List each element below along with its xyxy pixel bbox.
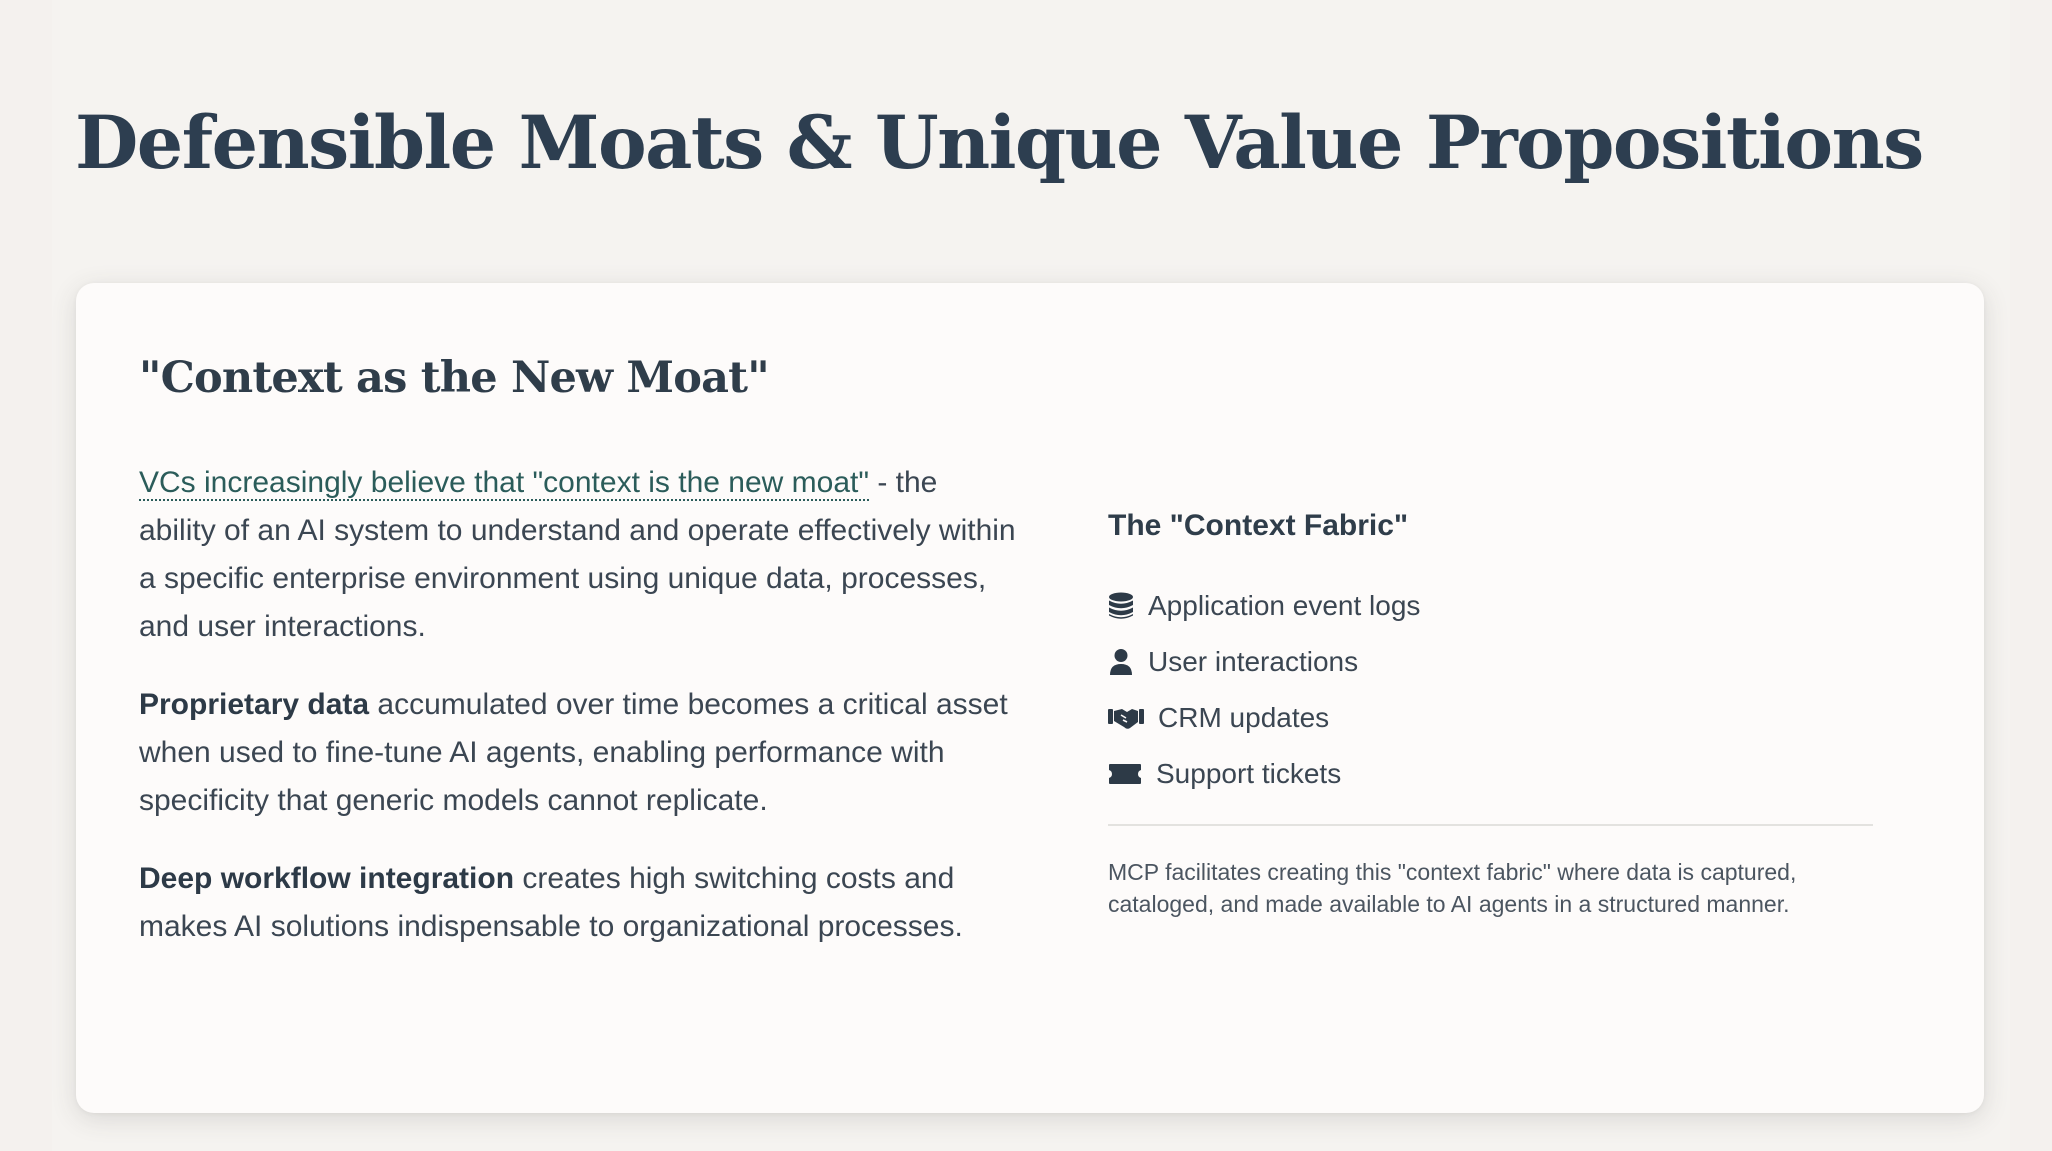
workflow-integration-paragraph bbox=[139, 855, 1019, 951]
card-title: "Context as the New Moat" bbox=[139, 353, 769, 403]
context-fabric-list bbox=[1108, 578, 1873, 802]
list-item bbox=[1108, 578, 1873, 634]
context-paragraph bbox=[139, 459, 1019, 651]
workflow-integration-text: creates high switching costs and makes AI solutions indispensable to organizational processes. bbox=[139, 862, 963, 943]
page-title: Defensible Moats & Unique Value Propositions bbox=[75, 100, 1923, 186]
handshake-icon bbox=[1108, 706, 1144, 730]
proprietary-data-paragraph bbox=[139, 681, 1019, 825]
list-item-label: Application event logs bbox=[1148, 590, 1421, 621]
proprietary-data-label: Proprietary data bbox=[139, 688, 370, 721]
context-moat-link[interactable]: VCs increasingly believe that "context is the new moat" bbox=[139, 466, 869, 499]
list-item bbox=[1108, 746, 1873, 802]
context-fabric-title: The "Context Fabric" bbox=[1108, 509, 1409, 542]
divider bbox=[1108, 824, 1873, 826]
context-fabric-note: MCP facilitates creating this "context fabric" where data is captured, cataloged, and made available to AI agents in a structured manner. bbox=[1108, 859, 1797, 917]
moat-explanation bbox=[139, 459, 1019, 981]
workflow-integration-label: Deep workflow integration bbox=[139, 862, 515, 895]
list-item-label: User interactions bbox=[1148, 646, 1359, 677]
ticket-icon bbox=[1108, 763, 1142, 785]
list-item bbox=[1108, 690, 1873, 746]
database-icon bbox=[1108, 592, 1134, 620]
list-item-label: CRM updates bbox=[1158, 702, 1330, 733]
user-icon bbox=[1108, 648, 1134, 676]
content-card bbox=[76, 283, 1984, 1113]
list-item bbox=[1108, 634, 1873, 690]
context-paragraph-text: - the ability of an AI system to understand and operate effectively within a specific enterprise environment using unique data, processes, and user interactions. bbox=[139, 466, 1016, 643]
context-fabric-panel bbox=[1108, 506, 1873, 920]
proprietary-data-text: accumulated over time becomes a critical asset when used to fine-tune AI agents, enabling performance with specificity that generic models cannot replicate. bbox=[139, 688, 1008, 817]
list-item-label: Support tickets bbox=[1156, 758, 1342, 789]
